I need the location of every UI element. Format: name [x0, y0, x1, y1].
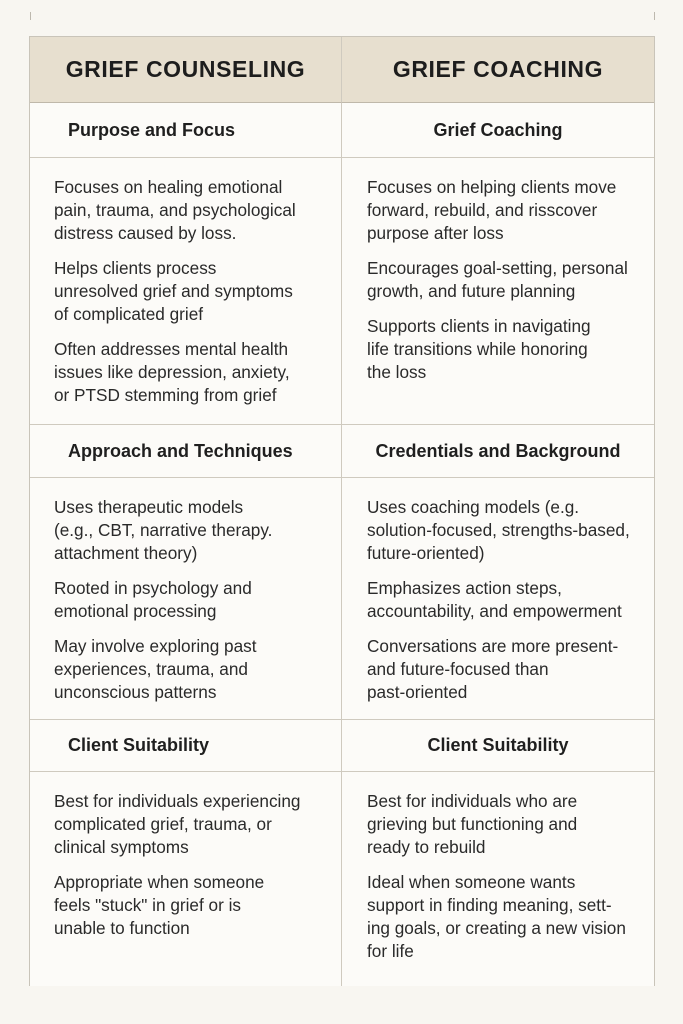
list-item: Encourages goal-setting, personal growth, and future planning [367, 258, 628, 301]
list-item: Supports clients in navigating life transitions while honoring the loss [367, 316, 591, 382]
section-title-left: Approach and Techniques [30, 425, 342, 478]
header-grief-coaching: GRIEF COACHING [342, 37, 654, 103]
list-item: Helps clients process unresolved grief and symptoms of complicated grief [54, 258, 293, 324]
page-tick-left [30, 12, 31, 20]
list-item: Conversations are more present- and future-focused than past-oriented [367, 636, 619, 702]
content-cell-left [30, 478, 342, 720]
comparison-table [29, 36, 655, 986]
page-tick-right [654, 12, 655, 20]
list-item: Emphasizes action steps, accountability, and empowerment [367, 578, 622, 621]
content-cell-right [342, 158, 654, 425]
content-cell-right [342, 772, 654, 986]
list-item: May involve exploring past experiences, trauma, and unconscious patterns [54, 636, 257, 702]
list-item: Best for individuals who are grieving but functioning and ready to rebuild [367, 791, 578, 857]
list-item: Focuses on healing emotional pain, trauma, and psychological distress caused by loss. [54, 177, 296, 243]
section-title-right: Credentials and Background [342, 425, 654, 478]
content-cell-left [30, 772, 342, 986]
list-item: Often addresses mental health issues like depression, anxiety, or PTSD stemming from grief [54, 339, 290, 405]
section-title-left: Client Suitability [30, 720, 342, 772]
list-item: Uses coaching models (e.g. solution-focused, strengths-based, future-oriented) [367, 497, 630, 563]
list-item: Appropriate when someone feels "stuck" in grief or is unable to function [54, 872, 265, 938]
list-item: Ideal when someone wants support in finding meaning, sett- ing goals, or creating a new vision for life [367, 872, 626, 961]
list-item: Focuses on helping clients move forward, rebuild, and risscover purpose after loss [367, 177, 617, 243]
content-cell-right [342, 478, 654, 720]
header-grief-counseling: GRIEF COUNSELING [30, 37, 342, 103]
section-title-left: Purpose and Focus [30, 103, 342, 158]
list-item: Rooted in psychology and emotional processing [54, 578, 252, 621]
content-cell-left [30, 158, 342, 425]
list-item: Uses therapeutic models (e.g., CBT, narrative therapy. attachment theory) [54, 497, 273, 563]
list-item: Best for individuals experiencing complicated grief, trauma, or clinical symptoms [54, 791, 301, 857]
section-title-right: Client Suitability [342, 720, 654, 772]
section-title-right: Grief Coaching [342, 103, 654, 158]
